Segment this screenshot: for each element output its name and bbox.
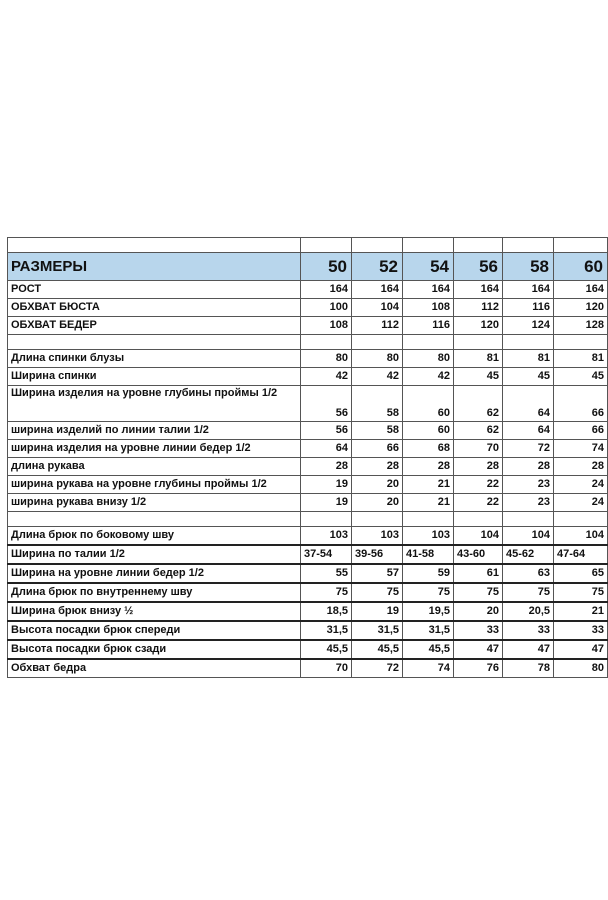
value-cell: 58 bbox=[352, 422, 403, 440]
value-cell: 31,5 bbox=[403, 621, 454, 640]
value-cell: 45 bbox=[454, 368, 503, 386]
row-label: Длина брюк по боковому шву bbox=[8, 527, 301, 546]
value-cell: 33 bbox=[503, 621, 554, 640]
value-cell: 81 bbox=[554, 350, 608, 368]
value-cell: 19,5 bbox=[403, 602, 454, 621]
value-cell: 104 bbox=[454, 527, 503, 546]
table-row bbox=[8, 281, 608, 299]
value-cell: 108 bbox=[301, 317, 352, 335]
value-cell: 58 bbox=[352, 386, 403, 422]
table-row bbox=[8, 386, 608, 422]
value-cell: 76 bbox=[454, 659, 503, 678]
table-row bbox=[8, 640, 608, 659]
value-cell: 22 bbox=[454, 494, 503, 512]
value-cell: 100 bbox=[301, 299, 352, 317]
value-cell: 55 bbox=[301, 564, 352, 583]
value-cell: 45,5 bbox=[301, 640, 352, 659]
value-cell: 45 bbox=[503, 368, 554, 386]
value-cell: 19 bbox=[301, 494, 352, 512]
value-cell: 80 bbox=[301, 350, 352, 368]
value-cell: 64 bbox=[503, 422, 554, 440]
table-row bbox=[8, 564, 608, 583]
row-label: ширина рукава внизу 1/2 bbox=[8, 494, 301, 512]
value-cell: 66 bbox=[554, 386, 608, 422]
value-cell: 45,5 bbox=[403, 640, 454, 659]
value-cell: 164 bbox=[352, 281, 403, 299]
value-cell: 164 bbox=[454, 281, 503, 299]
table-row bbox=[8, 317, 608, 335]
value-cell: 22 bbox=[454, 476, 503, 494]
value-cell: 20 bbox=[352, 476, 403, 494]
value-cell: 19 bbox=[301, 476, 352, 494]
table-row bbox=[8, 458, 608, 476]
table-row bbox=[8, 602, 608, 621]
value-cell: 59 bbox=[403, 564, 454, 583]
value-cell: 47 bbox=[454, 640, 503, 659]
row-label: ОБХВАТ БЮСТА bbox=[8, 299, 301, 317]
value-cell: 75 bbox=[503, 583, 554, 602]
value-cell: 43-60 bbox=[454, 545, 503, 564]
value-cell: 128 bbox=[554, 317, 608, 335]
empty-row-top bbox=[8, 238, 608, 253]
value-cell: 78 bbox=[503, 659, 554, 678]
row-label: Высота посадки брюк спереди bbox=[8, 621, 301, 640]
value-cell: 20,5 bbox=[503, 602, 554, 621]
row-label: длина рукава bbox=[8, 458, 301, 476]
value-cell: 56 bbox=[301, 422, 352, 440]
size-header-cell: 56 bbox=[454, 253, 503, 281]
empty-row-separator bbox=[8, 512, 608, 527]
value-cell: 60 bbox=[403, 386, 454, 422]
value-cell: 47 bbox=[503, 640, 554, 659]
value-cell: 80 bbox=[403, 350, 454, 368]
table-row bbox=[8, 476, 608, 494]
table-row bbox=[8, 527, 608, 546]
table-row bbox=[8, 440, 608, 458]
value-cell: 20 bbox=[352, 494, 403, 512]
value-cell: 164 bbox=[503, 281, 554, 299]
value-cell: 47 bbox=[554, 640, 608, 659]
size-table bbox=[7, 237, 608, 678]
value-cell: 103 bbox=[301, 527, 352, 546]
value-cell: 64 bbox=[503, 386, 554, 422]
value-cell: 81 bbox=[503, 350, 554, 368]
sizes-header-row bbox=[8, 253, 608, 281]
value-cell: 74 bbox=[403, 659, 454, 678]
value-cell: 18,5 bbox=[301, 602, 352, 621]
value-cell: 65 bbox=[554, 564, 608, 583]
value-cell: 75 bbox=[454, 583, 503, 602]
table-row bbox=[8, 368, 608, 386]
value-cell: 108 bbox=[403, 299, 454, 317]
value-cell: 124 bbox=[503, 317, 554, 335]
value-cell: 37-54 bbox=[301, 545, 352, 564]
row-label: Ширина брюк внизу ½ bbox=[8, 602, 301, 621]
value-cell: 31,5 bbox=[301, 621, 352, 640]
row-label: Обхват бедра bbox=[8, 659, 301, 678]
row-label: Высота посадки брюк сзади bbox=[8, 640, 301, 659]
table-row bbox=[8, 350, 608, 368]
row-label: ОБХВАТ БЕДЕР bbox=[8, 317, 301, 335]
value-cell: 164 bbox=[554, 281, 608, 299]
value-cell: 68 bbox=[403, 440, 454, 458]
row-label: РОСТ bbox=[8, 281, 301, 299]
value-cell: 62 bbox=[454, 422, 503, 440]
value-cell: 120 bbox=[554, 299, 608, 317]
value-cell: 66 bbox=[352, 440, 403, 458]
row-label: ширина рукава на уровне глубины проймы 1/2 bbox=[8, 476, 301, 494]
row-label: Ширина на уровне линии бедер 1/2 bbox=[8, 564, 301, 583]
value-cell: 21 bbox=[554, 602, 608, 621]
value-cell: 75 bbox=[554, 583, 608, 602]
value-cell: 120 bbox=[454, 317, 503, 335]
value-cell: 103 bbox=[352, 527, 403, 546]
value-cell: 42 bbox=[403, 368, 454, 386]
value-cell: 21 bbox=[403, 476, 454, 494]
value-cell: 57 bbox=[352, 564, 403, 583]
value-cell: 56 bbox=[301, 386, 352, 422]
value-cell: 62 bbox=[454, 386, 503, 422]
size-header-cell: 60 bbox=[554, 253, 608, 281]
value-cell: 64 bbox=[301, 440, 352, 458]
value-cell: 60 bbox=[403, 422, 454, 440]
value-cell: 21 bbox=[403, 494, 454, 512]
value-cell: 112 bbox=[352, 317, 403, 335]
sizes-header-label: РАЗМЕРЫ bbox=[8, 253, 301, 281]
table-row bbox=[8, 659, 608, 678]
row-label: Длина брюк по внутреннему шву bbox=[8, 583, 301, 602]
value-cell: 74 bbox=[554, 440, 608, 458]
row-label: Ширина спинки bbox=[8, 368, 301, 386]
value-cell: 63 bbox=[503, 564, 554, 583]
value-cell: 28 bbox=[503, 458, 554, 476]
row-label: ширина изделий по линии талии 1/2 bbox=[8, 422, 301, 440]
size-header-cell: 52 bbox=[352, 253, 403, 281]
value-cell: 104 bbox=[503, 527, 554, 546]
value-cell: 104 bbox=[554, 527, 608, 546]
value-cell: 33 bbox=[454, 621, 503, 640]
table-row bbox=[8, 494, 608, 512]
value-cell: 75 bbox=[403, 583, 454, 602]
value-cell: 24 bbox=[554, 494, 608, 512]
value-cell: 75 bbox=[301, 583, 352, 602]
value-cell: 164 bbox=[403, 281, 454, 299]
value-cell: 24 bbox=[554, 476, 608, 494]
value-cell: 23 bbox=[503, 494, 554, 512]
table-row bbox=[8, 583, 608, 602]
table-row bbox=[8, 299, 608, 317]
row-label: ширина изделия на уровне линии бедер 1/2 bbox=[8, 440, 301, 458]
value-cell: 104 bbox=[352, 299, 403, 317]
row-label: Ширина по талии 1/2 bbox=[8, 545, 301, 564]
value-cell: 33 bbox=[554, 621, 608, 640]
row-label: Длина спинки блузы bbox=[8, 350, 301, 368]
size-header-cell: 50 bbox=[301, 253, 352, 281]
value-cell: 42 bbox=[301, 368, 352, 386]
value-cell: 28 bbox=[352, 458, 403, 476]
value-cell: 28 bbox=[301, 458, 352, 476]
value-cell: 41-58 bbox=[403, 545, 454, 564]
table-row bbox=[8, 422, 608, 440]
value-cell: 72 bbox=[503, 440, 554, 458]
row-label: Ширина изделия на уровне глубины проймы 1/2 bbox=[8, 386, 301, 422]
value-cell: 28 bbox=[554, 458, 608, 476]
value-cell: 75 bbox=[352, 583, 403, 602]
value-cell: 116 bbox=[403, 317, 454, 335]
value-cell: 80 bbox=[352, 350, 403, 368]
value-cell: 31,5 bbox=[352, 621, 403, 640]
empty-row-separator bbox=[8, 335, 608, 350]
value-cell: 42 bbox=[352, 368, 403, 386]
value-cell: 47-64 bbox=[554, 545, 608, 564]
value-cell: 23 bbox=[503, 476, 554, 494]
value-cell: 66 bbox=[554, 422, 608, 440]
value-cell: 81 bbox=[454, 350, 503, 368]
value-cell: 103 bbox=[403, 527, 454, 546]
value-cell: 70 bbox=[454, 440, 503, 458]
value-cell: 39-56 bbox=[352, 545, 403, 564]
value-cell: 116 bbox=[503, 299, 554, 317]
value-cell: 20 bbox=[454, 602, 503, 621]
value-cell: 28 bbox=[454, 458, 503, 476]
value-cell: 61 bbox=[454, 564, 503, 583]
value-cell: 28 bbox=[403, 458, 454, 476]
value-cell: 19 bbox=[352, 602, 403, 621]
table-row bbox=[8, 545, 608, 564]
value-cell: 45 bbox=[554, 368, 608, 386]
value-cell: 45,5 bbox=[352, 640, 403, 659]
value-cell: 80 bbox=[554, 659, 608, 678]
size-header-cell: 54 bbox=[403, 253, 454, 281]
size-header-cell: 58 bbox=[503, 253, 554, 281]
value-cell: 112 bbox=[454, 299, 503, 317]
value-cell: 45-62 bbox=[503, 545, 554, 564]
table-row bbox=[8, 621, 608, 640]
value-cell: 164 bbox=[301, 281, 352, 299]
value-cell: 70 bbox=[301, 659, 352, 678]
value-cell: 72 bbox=[352, 659, 403, 678]
